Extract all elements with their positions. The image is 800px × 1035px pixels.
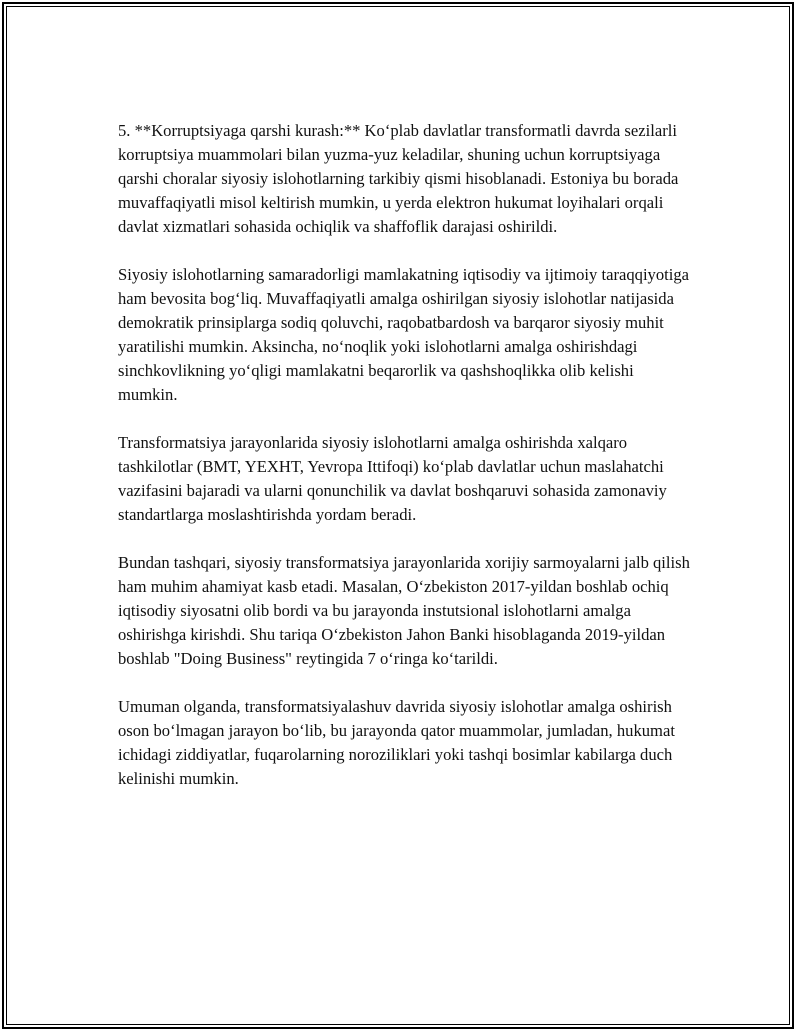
paragraph-foreign-investment: Bundan tashqari, siyosiy transformatsiya jarayonlarida xorijiy sarmoyalarni jalb qilish ham muhim ahamiyat kasb etadi. Masalan, O‘zbekiston 2017-yildan boshlab ochiq iqtisodiy siyosatni olib bordi va bu jarayonda instutsional islohotlarni amalga oshirishga kirishdi. Shu tariqa O‘zbekiston Jahon Banki hisoblaganda 2019-yildan boshlab "Doing Business" reytingida 7 o‘ringa ko‘tarildi. <box>118 553 690 668</box>
document-body <box>118 119 693 815</box>
paragraph-effectiveness: Siyosiy islohotlarning samaradorligi mamlakatning iqtisodiy va ijtimoiy taraqqiyotiga ham bevosita bog‘liq. Muvaffaqiyatli amalga oshirilgan siyosiy islohotlar natijasida demokratik prinsiplarga sodiq qoluvchi, raqobatbardosh va barqaror siyosiy muhit yaratilishi mumkin. Aksincha, no‘noqlik yoki islohotlarni amalga oshirishdagi sinchkovlikning yo‘qligi mamlakatni beqarorlik va qashshoqlikka olib kelishi mumkin. <box>118 265 690 404</box>
paragraph-corruption: 5. **Korruptsiyaga qarshi kurash:** Ko‘plab davlatlar transformatli davrda sezilarli korruptsiya muammolari bilan yuzma-yuz keladilar, shuning uchun korruptsiyaga qarshi choralar siyosiy islohotlarning tarkibiy qismi hisoblanadi. Estoniya bu borada muvaffaqiyatli misol keltirish mumkin, u yerda elektron hukumat loyihalari orqali davlat xizmatlari sohasida ochiqlik va shaffoflik darajasi oshirildi. <box>118 121 679 236</box>
paragraph-conclusion: Umuman olganda, transformatsiyalashuv davrida siyosiy islohotlar amalga oshirish oson bo‘lmagan jarayon bo‘lib, bu jarayonda qator muammolar, jumladan, hukumat ichidagi ziddiyatlar, fuqarolarning noroziliklari yoki tashqi bosimlar kabilarga duch kelinishi mumkin. <box>118 697 675 788</box>
paragraph-international-orgs: Transformatsiya jarayonlarida siyosiy islohotlarni amalga oshirishda xalqaro tashkilotlar (BMT, YEXHT, Yevropa Ittifoqi) ko‘plab davlatlar uchun maslahatchi vazifasini bajaradi va ularni qonunchilik va davlat boshqaruvi sohasida zamonaviy standartlarga moslashtirishda yordam beradi. <box>118 433 667 524</box>
